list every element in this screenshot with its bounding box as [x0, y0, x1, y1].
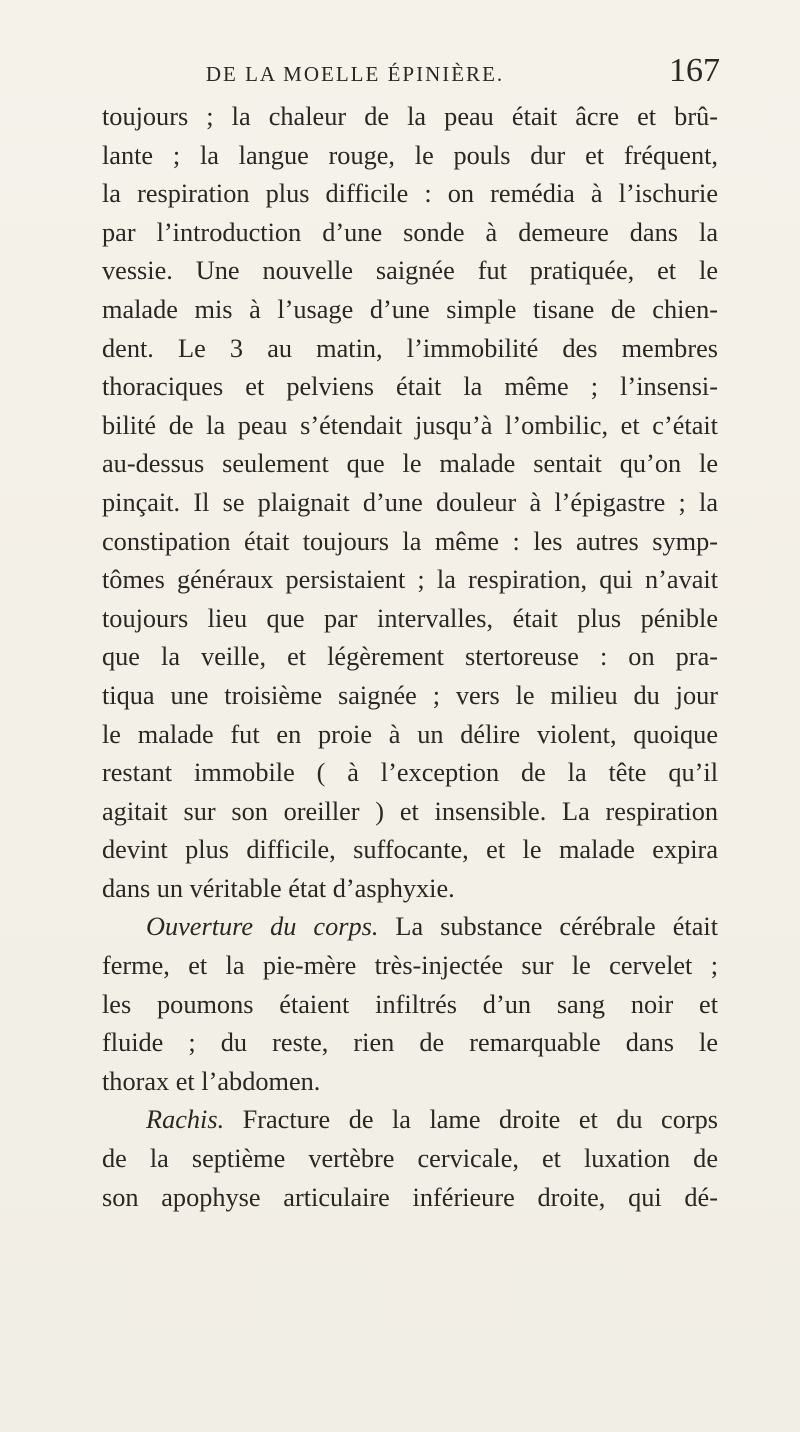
text-line: au-dessus seulement que le malade sentait qu’on le — [102, 449, 718, 479]
text-line: malade mis à l’usage d’une simple tisane de chien- — [102, 294, 718, 324]
text-line: pinçait. Il se plaignait d’une douleur à l’épigastre ; la — [102, 487, 718, 517]
text-line: lante ; la langue rouge, le pouls dur et fréquent, — [102, 140, 718, 170]
text-line: vessie. Une nouvelle saignée fut pratiquée, et le — [102, 256, 718, 286]
text-line: la respiration plus difficile : on remédia à l’ischurie — [102, 179, 718, 209]
section-heading-rachis: Rachis. — [146, 1105, 225, 1135]
text-line: de la septième vertèbre cervicale, et luxation de — [102, 1144, 718, 1174]
text-line: restant immobile ( à l’exception de la tête qu’il — [102, 758, 718, 788]
text-line — [102, 908, 718, 947]
text-line: bilité de la peau s’étendait jusqu’à l’ombilic, et c’était — [102, 410, 718, 440]
body-text — [102, 98, 718, 1217]
text-line: thorax et l’abdomen. — [102, 1066, 321, 1096]
text-line: agitait sur son oreiller ) et insensible. La respiration — [102, 796, 718, 826]
text-line: toujours lieu que par intervalles, était plus pénible — [102, 603, 718, 633]
text-line: dent. Le 3 au matin, l’immobilité des membres — [102, 333, 718, 363]
text-line: devint plus difficile, suffocante, et le malade expira — [102, 835, 718, 865]
text-line: thoraciques et pelviens était la même ; l’insensi- — [102, 372, 718, 402]
text-line: dans un véritable état d’asphyxie. — [102, 873, 455, 903]
text-line: tiqua une troisième saignée ; vers le milieu du jour — [102, 680, 718, 710]
text-line: que la veille, et légèrement stertoreuse : on pra- — [102, 642, 718, 672]
page-header — [100, 52, 720, 92]
text-fragment: Fracture de la lame droite et du corps — [224, 1105, 718, 1135]
text-line: par l’introduction d’une sonde à demeure dans la — [102, 217, 718, 247]
text-line: tômes généraux persistaient ; la respiration, qui n’avait — [102, 565, 718, 595]
text-line — [102, 1101, 718, 1140]
text-line: toujours ; la chaleur de la peau était âcre et brû- — [102, 102, 718, 131]
text-line: le malade fut en proie à un délire violent, quoique — [102, 719, 718, 749]
text-line: constipation était toujours la même : les autres symp- — [102, 526, 718, 556]
text-line: ferme, et la pie-mère très-injectée sur le cervelet ; — [102, 951, 718, 981]
running-head: DE LA MOELLE ÉPINIÈRE. — [205, 62, 505, 86]
section-heading-autopsy: Ouverture du corps. — [146, 912, 379, 942]
page-number: 167 — [669, 52, 720, 89]
text-line: fluide ; du reste, rien de remarquable dans le — [102, 1028, 718, 1058]
text-line: son apophyse articulaire inférieure droite, qui dé- — [102, 1182, 718, 1212]
text-line: les poumons étaient infiltrés d’un sang noir et — [102, 989, 718, 1019]
text-fragment: La substance cérébrale était — [378, 912, 718, 942]
